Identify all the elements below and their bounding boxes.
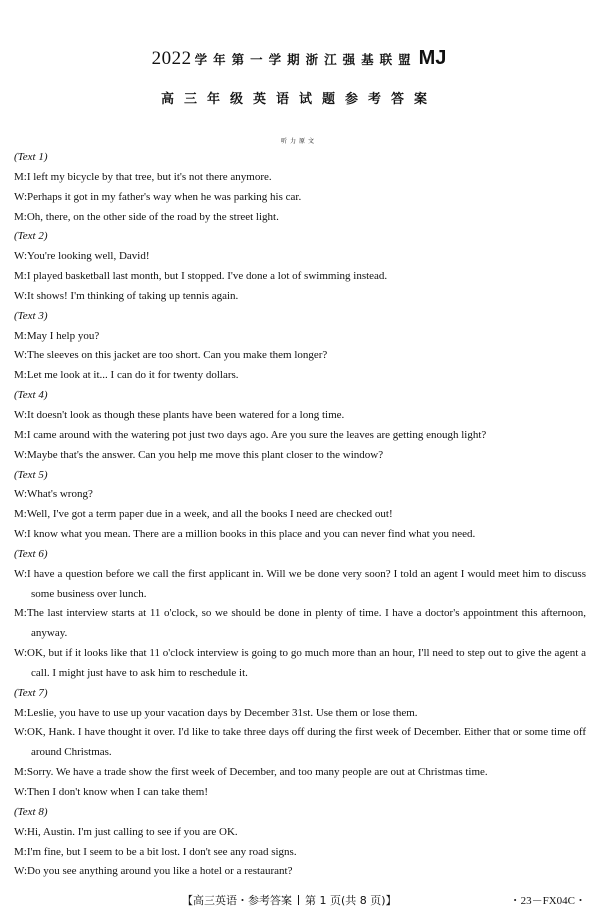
text-label: (Text 6) bbox=[14, 547, 48, 560]
dialogue-line: M:Oh, there, on the other side of the road by the street light. bbox=[14, 210, 279, 223]
dialogue-line: W:The sleeves on this jacket are too short. Can you make them longer? bbox=[14, 349, 328, 362]
dialogue-line: M:Let me look at it... I can do it for twenty dollars. bbox=[14, 369, 239, 382]
dialogue-line: M:The last interview starts at 11 o'clock, so we should be done in plenty of time. I have a doctor's appointment this afternoon, anyway. bbox=[14, 607, 586, 640]
text-label: (Text 5) bbox=[14, 468, 48, 481]
footer-page-number: 第 1 页(共 8 页)】 bbox=[305, 894, 397, 907]
text-label: (Text 1) bbox=[14, 151, 48, 163]
dialogue-line: M:Sorry. We have a trade show the first week of December, and too many people are out at Christmas time. bbox=[14, 766, 488, 779]
dialogue-line: W:Maybe that's the answer. Can you help me move this plant closer to the window? bbox=[14, 448, 384, 461]
dialogue-line: W:What's wrong? bbox=[14, 488, 93, 501]
document-subtitle: 高三年级英语试题参考答案 bbox=[160, 92, 437, 107]
title-year: 2022 bbox=[151, 48, 192, 69]
dialogue-line: W:Then I don't know when I can take them! bbox=[14, 786, 209, 798]
dialogue-line: M:Leslie, you have to use up your vacation days by December 31st. Use them or lose them. bbox=[14, 706, 418, 719]
dialogue-line: M:I left my bicycle by that tree, but it's not there anymore. bbox=[14, 170, 272, 183]
dialogue-line: W:OK, but if it looks like that 11 o'clock interview is going to go much more than an hour, I'll need to step out to give the agent a call. I might just have to ask him to reschedule it. bbox=[14, 647, 586, 679]
dialogue-line: W:Do you see anything around you like a hotel or a restaurant? bbox=[14, 865, 293, 878]
dialogue-line: W:It shows! I'm thinking of taking up tennis again. bbox=[14, 289, 239, 302]
dialogue-line: W:It doesn't look as though these plants have been watered for a long time. bbox=[14, 408, 345, 421]
dialogue-line: W:I have a question before we call the first applicant in. Will we be done very soon? I told an agent I would meet him to discuss some business over lunch. bbox=[14, 567, 586, 600]
dialogue-line: W:OK, Hank. I have thought it over. I'd like to take three days off during the first week of December. Either that or some time off around Christmas. bbox=[14, 726, 586, 759]
section-label: 听力原文 bbox=[280, 138, 317, 145]
dialogue-line: M:Well, I've got a term paper due in a week, and all the books I need are checked out! bbox=[14, 508, 393, 521]
dialogue-line: W:Perhaps it got in my father's way when he was parking his car. bbox=[14, 190, 302, 203]
dialogue-line: M:I played basketball last month, but I stopped. I've done a lot of swimming instead. bbox=[14, 270, 388, 283]
transcript bbox=[14, 148, 586, 882]
footer-page-info bbox=[182, 892, 397, 908]
footer-divider bbox=[298, 895, 299, 905]
document-title bbox=[0, 47, 598, 70]
text-label: (Text 7) bbox=[14, 686, 48, 699]
text-label: (Text 3) bbox=[14, 309, 48, 322]
text-label: (Text 8) bbox=[14, 805, 48, 818]
footer-code: ・23－FX04C・ bbox=[509, 895, 586, 907]
dialogue-line: M:I came around with the watering pot just two days ago. Are you sure the leaves are getting enough light? bbox=[14, 428, 487, 441]
dialogue-line: W:You're looking well, David! bbox=[14, 250, 150, 263]
dialogue-line: W:Hi, Austin. I'm just calling to see if you are OK. bbox=[14, 825, 238, 838]
title-text: 学年第一学期浙江强基联盟 bbox=[194, 52, 417, 67]
page-footer bbox=[0, 890, 598, 910]
text-label: (Text 2) bbox=[14, 230, 48, 243]
dialogue-line: M:May I help you? bbox=[14, 329, 100, 342]
footer-subject: 【高三英语・参考答案 bbox=[182, 894, 292, 907]
text-label: (Text 4) bbox=[14, 389, 48, 402]
title-mark: MJ bbox=[418, 47, 447, 69]
dialogue-line: W:I know what you mean. There are a million books in this place and you can never find what you need. bbox=[14, 528, 476, 541]
dialogue-line: M:I'm fine, but I seem to be a bit lost. I don't see any road signs. bbox=[14, 845, 297, 858]
